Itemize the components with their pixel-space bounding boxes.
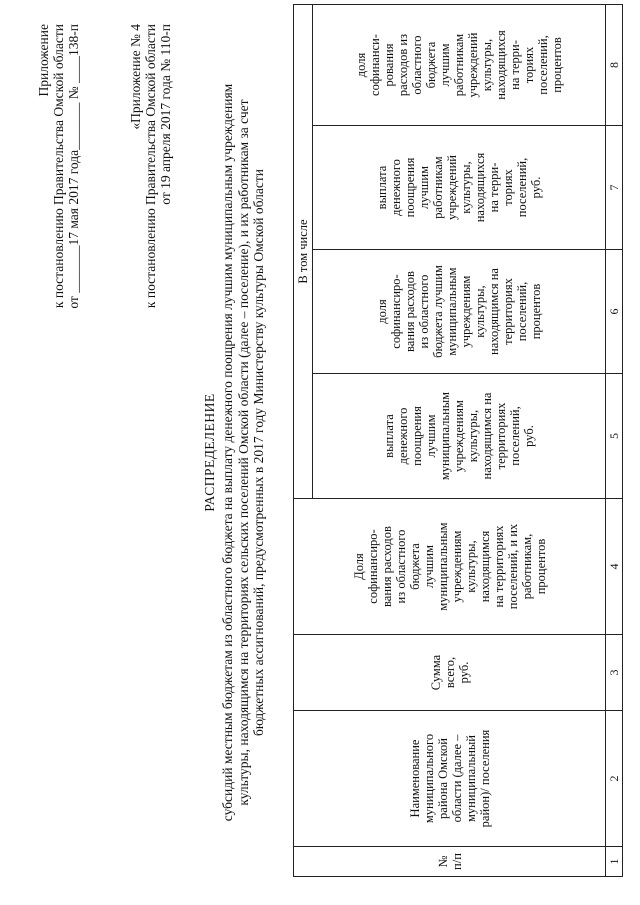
header-text-line: поселений, — [515, 281, 529, 342]
quoted-appendix-decree-ref: к постановлению Правительства Омской области — [143, 24, 158, 309]
appendix-decree-ref: к постановлению Правительства Омской области — [51, 24, 66, 309]
header-text-line: учреждениям — [452, 400, 466, 472]
header-text-line: лучшим — [417, 166, 431, 209]
header-text-line: учреждений — [466, 32, 480, 98]
header-text-line: поселений, и их — [505, 523, 520, 610]
header-text-line: процентов — [550, 37, 564, 93]
appendix-title: Приложение — [36, 24, 51, 97]
header-text-line: процентов — [529, 283, 543, 340]
header-text-line: руб. — [456, 661, 471, 684]
column-number-4: 4 — [606, 499, 623, 635]
header-text-line: софинанси- — [368, 34, 382, 96]
document-subtitle-line-3: бюджетных ассигнований, предусмотренных в 2017 году Министерству культуры Омской области — [251, 169, 266, 737]
header-text-line: поселений, — [515, 157, 529, 218]
header-text-line: вания расходов — [403, 271, 417, 352]
header-text-line: руб. — [522, 425, 536, 447]
header-cell-worker-share — [313, 5, 606, 126]
header-text-line: на территориях — [491, 525, 506, 608]
header-text-line: расходов из — [396, 33, 410, 97]
header-text-line: вания расходов — [379, 526, 394, 607]
header-text-line: на терри- — [508, 40, 522, 90]
header-text-line: на терри- — [487, 162, 501, 213]
column-number-6: 6 — [606, 250, 623, 374]
header-text-line: культуры, — [459, 161, 473, 214]
header-text-line: находящимся — [477, 530, 492, 603]
column-number-1: 1 — [606, 847, 623, 877]
header-text-line: находящихся — [473, 152, 487, 223]
header-text-line: культуры, — [473, 285, 487, 338]
appendix-date-number: от _______17 мая 2017 года_______ № ____138-п — [66, 24, 81, 309]
header-text-line: поощрения — [403, 157, 417, 218]
header-text-line: работникам — [452, 33, 466, 97]
header-text-line: поселений, — [508, 406, 522, 466]
header-text-line: ториях — [501, 169, 515, 206]
column-number-3: 3 — [606, 635, 623, 711]
header-text-line: находящимся на — [480, 392, 494, 480]
document-subtitle-line-1: субсидий местным бюджетам из областного бюджета на выплату денежного поощрения лучшим муниципальным учреждениям — [220, 83, 235, 822]
header-text-line: руб. — [529, 176, 543, 199]
header-text-line: п/п — [449, 853, 464, 870]
header-cell-cofinancing-share — [294, 499, 606, 635]
header-cell-in-that-number: В том числе — [294, 5, 313, 499]
header-text-line: № — [435, 855, 450, 868]
header-text-line: Сумма — [428, 654, 443, 691]
header-text-line: доля — [375, 299, 389, 324]
header-text-line: находящихся — [494, 30, 508, 100]
header-text-line: территориях — [501, 278, 515, 345]
column-number-2: 2 — [606, 711, 623, 847]
header-text-line: муниципальным — [445, 267, 459, 356]
header-text-line: работникам — [431, 156, 445, 219]
column-number-8: 8 — [606, 5, 623, 126]
header-text-line: выплата — [382, 414, 396, 458]
appendix-block — [36, 24, 81, 309]
header-text-line: муниципальным — [435, 522, 450, 611]
header-text-line: лучшим — [438, 43, 452, 87]
header-text-line: бюджета лучшим — [431, 265, 445, 358]
header-text-line: областного — [410, 35, 424, 95]
header-text-line: поселений, — [536, 35, 550, 95]
header-text-line: муниципальным — [438, 391, 452, 481]
header-text-line: бюджета — [407, 543, 422, 590]
header-text-line: рования — [382, 43, 396, 87]
header-text-line: из областного — [417, 274, 431, 349]
header-text-line: денежного — [396, 407, 410, 465]
header-text-line: Доля — [351, 553, 366, 580]
header-text-line: района Омской — [435, 738, 450, 819]
header-cell-institution-payment — [313, 374, 606, 499]
header-text-line: культуры, — [466, 409, 480, 463]
header-text-line: культуры, — [463, 540, 478, 593]
header-text-line: работникам, — [519, 533, 534, 600]
quoted-appendix-title: «Приложение № 4 — [128, 24, 143, 130]
header-text-line: учреждениям — [449, 530, 464, 603]
header-text-line: муниципальный — [463, 735, 478, 822]
header-text-line: находящимся на — [487, 268, 501, 355]
header-text-line: софинансиро- — [365, 529, 380, 604]
header-text-line: выплата — [375, 165, 389, 210]
column-number-7: 7 — [606, 126, 623, 250]
header-text-line: ториях — [522, 46, 536, 84]
header-text-line: бюджета — [424, 41, 438, 89]
header-text-line: муниципального — [421, 733, 436, 824]
header-text-line: из областного — [393, 529, 408, 604]
header-text-line: территориях — [494, 402, 508, 470]
document-heading — [201, 0, 267, 905]
document-title: РАСПРЕДЕЛЕНИЕ — [202, 393, 217, 512]
header-cell-worker-payment — [313, 126, 606, 250]
header-text-line: процентов — [533, 538, 548, 595]
header-text-line: софинансиро- — [389, 274, 403, 349]
header-cell-number — [294, 847, 606, 877]
header-text-line: поощрения — [410, 406, 424, 466]
header-text-line: учреждениям — [459, 275, 473, 348]
quoted-appendix-date-number: от 19 апреля 2017 года № 110-п — [158, 24, 173, 205]
header-text-line: лучшим — [424, 414, 438, 458]
header-cell-institution-share — [313, 250, 606, 374]
header-text-line: доля — [354, 52, 368, 78]
distribution-table — [293, 4, 623, 877]
header-text-line: учреждений — [445, 155, 459, 220]
header-text-line: всего, — [442, 656, 457, 689]
header-text-line: области (далее – — [449, 734, 464, 823]
header-text-line: район)/ поселения — [477, 729, 492, 828]
document-subtitle-line-2: культуры, находящимся на территориях сельских поселений Омской области (далее – поселение), и их работникам за счет — [235, 99, 251, 806]
header-text-line: Наименование — [407, 739, 422, 818]
column-number-5: 5 — [606, 374, 623, 499]
quoted-appendix-block — [128, 24, 173, 308]
header-cell-name — [294, 711, 606, 847]
header-text-line: культуры, — [480, 38, 494, 92]
header-text-line: денежного — [389, 159, 403, 216]
header-text-line: лучшим — [421, 545, 436, 588]
header-cell-total-sum — [294, 635, 606, 711]
